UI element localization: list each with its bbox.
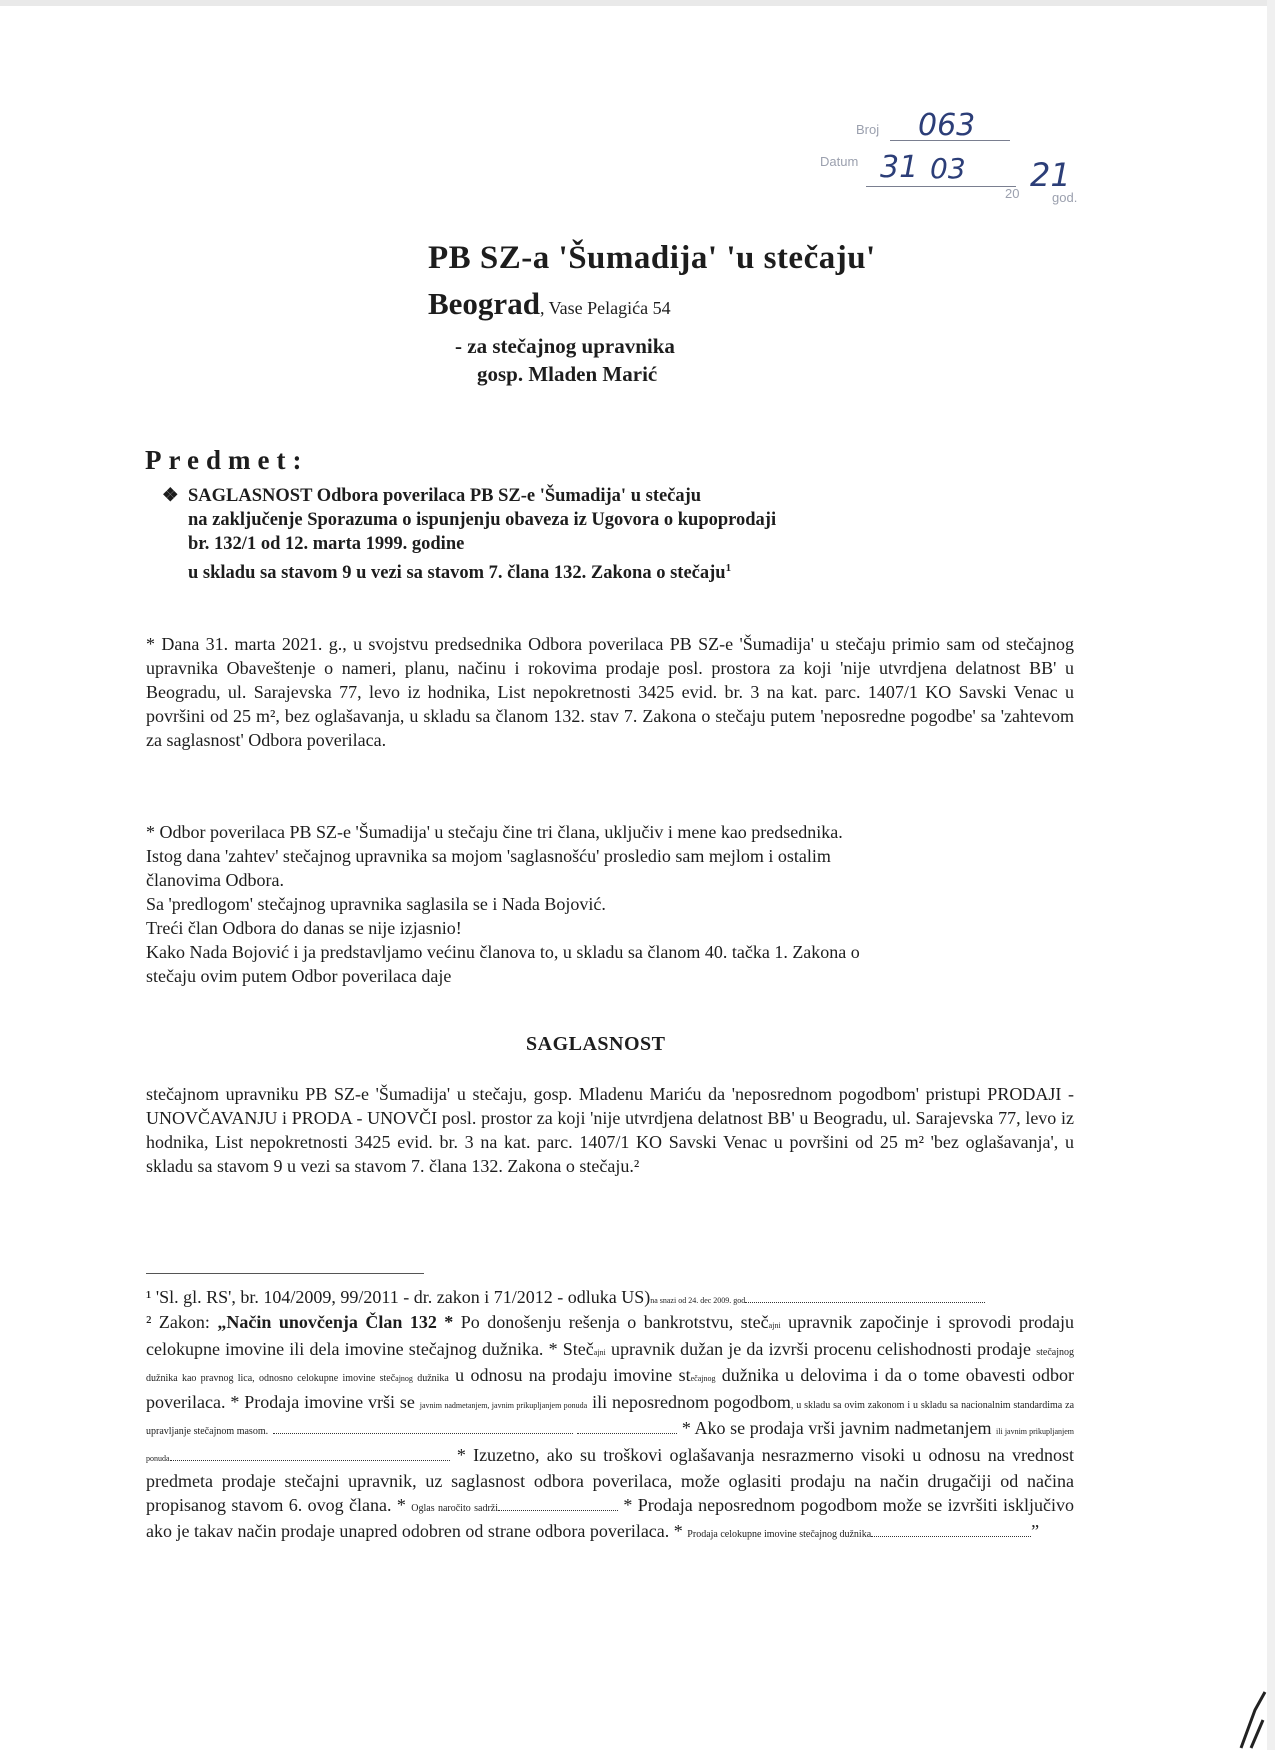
diamond-bullet-icon: ❖ bbox=[162, 486, 179, 506]
addressee-line-1: PB SZ-a 'Šumadija' 'u stečaju' bbox=[428, 240, 876, 276]
scan-corner-mark bbox=[1237, 1690, 1267, 1750]
paragraph-line: Sa 'predlogom' stečajnog upravnika saglasila se i Nada Bojović. bbox=[146, 894, 606, 914]
paragraph-line: Kako Nada Bojović i ja predstavljamo većinu članova to, u skladu sa članom 40. tačka 1. Zakona o bbox=[146, 942, 860, 962]
stamp-month: 03 bbox=[930, 152, 966, 185]
subject-title: Predmet: bbox=[145, 445, 309, 475]
subject-block bbox=[162, 484, 776, 585]
page-edge bbox=[1267, 0, 1275, 1750]
paragraph-notice: * Dana 31. marta 2021. g., u svojstvu predsednika Odbora poverilaca PB SZ-e 'Šumadija' u stečaju primio sam od stečajnog upravnika Obaveštenje o nameri, planu, načinu i rokovima prodaje posl. prostora za koji 'nije utvrdjena delatnost BB' u Beogradu, ul. Sarajevska 77, levo iz hodnika, List nepokretnosti 3425 evid. br. 3 na kat. parc. 1407/1 KO Savski Venac u površini od 25 m², bez oglašavanja, u skladu sa članom 132. stav 7. Zakona o stečaju putem 'neposredne pogodbe' sa 'zahtevom za saglasnost' Odbora poverilaca. bbox=[146, 634, 1074, 750]
stamp-god: god. bbox=[1052, 190, 1078, 205]
consent-heading: SAGLASNOST bbox=[526, 1033, 666, 1055]
stamp-datum-label: Datum bbox=[820, 154, 859, 169]
paragraph-committee bbox=[146, 820, 1074, 988]
stamp-day: 31 bbox=[880, 150, 919, 185]
footnote-ref: 1 bbox=[725, 562, 732, 574]
subject-line: ❖ SAGLASNOST Odbora poverilaca PB SZ-e 'Šumadija' u stečaju bbox=[162, 486, 702, 506]
subject-line: na zaključenje Sporazuma o ispunjenju obaveza iz Ugovora o kupoprodaji bbox=[188, 510, 777, 530]
paragraph-consent: stečajnom upravniku PB SZ-e 'Šumadija' u stečaju, gosp. Mladenu Mariću da 'neposrednom pogodbom' pristupi PRODAJI - UNOVČAVANJU i PRODA - UNOVČI posl. prostor za koji 'nije utvrdjena delatnost BB' u Beogradu, ul. Sarajevska 77, levo iz hodnika, List nepokretnosti 3425 evid. br. 3 na kat. parc. 1407/1 KO Savski Venac u površini od 25 m² 'bez oglašavanja', u skladu sa stavom 9 u vezi sa stavom 7. člana 132. Zakona o stečaju.² bbox=[146, 1084, 1074, 1176]
stamp-year-suffix: 21 bbox=[1030, 156, 1071, 194]
law-article-title: „Način unovčenja Član 132 * bbox=[217, 1312, 461, 1332]
addressee-line-4: gosp. Mladen Marić bbox=[477, 362, 658, 386]
addressee-line-2 bbox=[428, 286, 671, 322]
footnote-divider bbox=[146, 1273, 424, 1274]
page-edge bbox=[0, 0, 1275, 6]
footnote-2: ² Zakon: „Način unovčenja Član 132 * Po donošenju rešenja o bankrotstvu, stečajni upravnik započinje i sprovodi prodaju celokupne imovine ili dela imovine stečajnog dužnika. * Stečajni upravnik dužan je da izvrši procenu celishodnosti prodaje stečajnog dužnika kao pravnog lica, odnosno celokupne imovine stečajnog dužnika u odnosu na prodaju imovine stečajnog dužnika u delovima i da o tome obavesti odbor poverilaca. * Prodaja imovine vrši se javnim nadmetanjem, javnim prikupljanjem ponuda ili neposrednom pogodbom, u skladu sa ovim zakonom i u skladu sa nacionalnim standardima za upravljanje stečajnom masom. * Ako se prodaja vrši javnim nadmetanjem ili javnim prikupljanjem ponuda * Izuzetno, ako su troškovi oglašavanja nesrazmerno visoki u odnosu na vrednost predmeta prodaje stečajni upravnik, uz saglasnost odbora poverilaca, može oglasiti prodaju na način drugačiji od načina propisanog stavom 6. ovog člana. * Oglas naročito sadrži * Prodaja neposrednom pogodbom može se izvršiti isključivo ako je takav način prodaje unapred odobren od strane odbora poverilaca. * Prodaja celokupne imovine stečajnog dužnika ” bbox=[146, 1312, 1075, 1541]
addressee-line-3: - za stečajnog upravnika bbox=[455, 334, 675, 358]
addressee-city: Beograd bbox=[428, 286, 540, 321]
stamp-year-prefix: 20 bbox=[1005, 186, 1020, 201]
paragraph-line: članovima Odbora. bbox=[146, 870, 284, 890]
paragraph-line: * Odbor poverilaca PB SZ-e 'Šumadija' u stečaju čine tri člana, uključiv i mene kao predsednika. bbox=[146, 822, 843, 842]
addressee-address: , Vase Pelagića 54 bbox=[539, 298, 671, 318]
paragraph-line: Treći član Odbora do danas se nije izjasnio! bbox=[146, 918, 462, 938]
stamp-broj-label: Broj bbox=[856, 122, 880, 137]
footnote-1: ¹ 'Sl. gl. RS', br. 104/2009, 99/2011 - dr. zakon i 71/2012 - odluka US)na snazi od 24. dec 2009. god bbox=[146, 1286, 1074, 1313]
stamp-broj-value: 063 bbox=[918, 108, 976, 143]
paragraph-line: Istog dana 'zahtev' stečajnog upravnika sa mojom 'saglasnošću' prosledio sam mejlom i ostalim bbox=[146, 846, 831, 866]
stamp-line bbox=[866, 186, 1016, 187]
subject-line: br. 132/1 od 12. marta 1999. godine bbox=[188, 534, 465, 554]
registry-stamp bbox=[820, 108, 1080, 222]
paragraph-line: stečaju ovim putem Odbor poverilaca daje bbox=[146, 966, 452, 986]
subject-line: u skladu sa stavom 9 u vezi sa stavom 7. člana 132. Zakona o stečaju$^1$ bbox=[188, 562, 732, 584]
